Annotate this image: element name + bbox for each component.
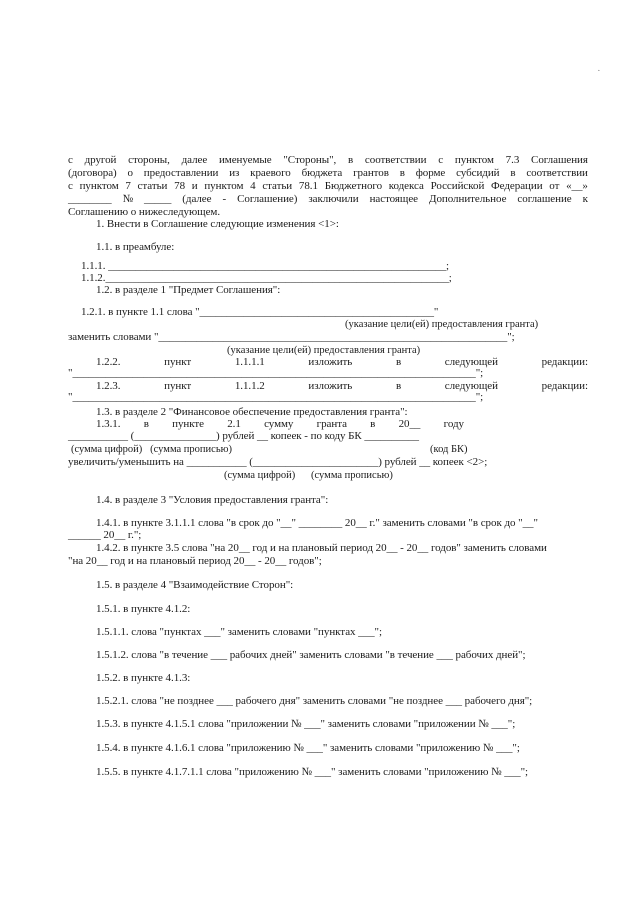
word: пункт <box>164 380 192 392</box>
item-1-3: 1.3. в разделе 2 "Финансовое обеспечение предоставления гранта": <box>96 406 408 418</box>
word: к <box>582 193 588 205</box>
word: 2.1 <box>227 418 241 430</box>
item-1-4-1: 1.4.1. в пункте 3.1.1.1 слова "в срок до "__" ________ 20__ г." заменить словами "в срок до "__" <box>96 517 538 529</box>
word: субсидий <box>456 167 500 179</box>
preamble-line-4 <box>68 193 588 206</box>
preamble-line-3 <box>68 180 588 193</box>
word: от <box>549 180 560 192</box>
word: изложить <box>308 380 353 392</box>
word: соответствии <box>364 154 427 166</box>
word: стороны, <box>128 154 170 166</box>
word: - <box>222 193 227 205</box>
word: кодекса <box>388 180 424 192</box>
item-1-1-2: 1.1.2._______________________________________________________________; <box>81 272 452 284</box>
word: грантов <box>353 167 389 179</box>
item-1-5-1-2: 1.5.1.2. слова "в течение ___ рабочих дней" заменить словами "в течение ___ рабочих дней"; <box>96 649 526 661</box>
preamble-line-5: Соглашению о нижеследующем. <box>68 206 221 218</box>
word: 1.1.1.1 <box>234 356 265 368</box>
item-1-5-3: 1.5.3. в пункте 4.1.5.1 слова "приложении № ___" заменить словами "приложении № ___"; <box>96 718 516 730</box>
item-1-5-1: 1.5.1. в пункте 4.1.2: <box>96 603 191 615</box>
word: 7.3 <box>505 154 520 166</box>
word: 1.2.2. <box>96 356 121 368</box>
word: соответствии <box>526 167 588 179</box>
word: статьи <box>262 180 293 192</box>
word: Соглашения <box>531 154 588 166</box>
word: в <box>348 154 354 166</box>
item-1-4: 1.4. в разделе 3 "Условия предоставления гранта": <box>96 494 329 506</box>
word: 1.1.1.2 <box>234 380 265 392</box>
word: 20__ <box>398 418 421 430</box>
word: с <box>68 180 73 192</box>
word: 1.3.1. <box>96 418 121 430</box>
change-amount-line: увеличить/уменьшить на ___________ (_______________________) рублей __ копеек <2>; <box>68 456 488 468</box>
word: 1.2.3. <box>96 380 121 392</box>
word: с <box>68 154 73 166</box>
word: Соглашение) <box>237 193 298 205</box>
word: (далее <box>182 193 212 205</box>
item-1-2-3-line: "__________________________________________________________________________"; <box>68 391 484 403</box>
word: пунктом <box>454 154 494 166</box>
word: другой <box>84 154 117 166</box>
caption-sum-2: (сумма цифрой) (сумма прописью) <box>224 470 393 481</box>
word: соглашение <box>517 193 572 205</box>
word: настоящее <box>369 193 419 205</box>
word: бюджета <box>301 167 343 179</box>
word: гранта <box>316 418 347 430</box>
word: форме <box>415 167 446 179</box>
item-1-5-2: 1.5.2. в пункте 4.1.3: <box>96 672 191 684</box>
item-1: 1. Внести в Соглашение следующие изменения <1>: <box>96 218 339 230</box>
preamble-line-1 <box>68 154 588 167</box>
word: ________ <box>68 193 112 205</box>
word: именуемые <box>218 154 272 166</box>
word: краевого <box>250 167 291 179</box>
preamble-line-2 <box>68 167 588 180</box>
item-1-4-2-cont: "на 20__ год и на плановый период 20__ - 20__ годов"; <box>68 555 322 567</box>
item-1-2-2-line: "__________________________________________________________________________"; <box>68 367 484 379</box>
item-1-5-4: 1.5.4. в пункте 4.1.6.1 слова "приложению № ___" заменить словами "приложению № ___"; <box>96 742 520 754</box>
word: в <box>395 356 402 368</box>
word: следующей <box>444 380 498 392</box>
item-1-2-1: 1.2.1. в пункте 1.1 слова "___________________________________________" <box>81 306 439 318</box>
word: в <box>395 380 402 392</box>
item-1-4-1-cont: ______ 20__ г."; <box>68 529 142 541</box>
item-1-1-1: 1.1.1. ______________________________________________________________; <box>81 260 450 272</box>
word: предоставлении <box>143 167 219 179</box>
word: Российской <box>430 180 485 192</box>
caption-goal-2: (указание цели(ей) предоставления гранта) <box>227 345 421 356</box>
word: в <box>143 418 149 430</box>
item-1-3-1-line2: ___________ (_______________) рублей __ копеек - по коду БК __________ <box>68 430 419 442</box>
word: 4 <box>250 180 256 192</box>
word: о <box>127 167 133 179</box>
word: "Стороны", <box>283 154 337 166</box>
item-1-5: 1.5. в разделе 4 "Взаимодействие Сторон": <box>96 579 294 591</box>
word: из <box>229 167 240 179</box>
caption-sum-1: (сумма цифрой) (сумма прописью) <box>71 444 232 455</box>
word: с <box>438 154 444 166</box>
word: далее <box>181 154 208 166</box>
word: 78 <box>174 180 186 192</box>
word: Федерации <box>491 180 543 192</box>
word: в <box>510 167 516 179</box>
word: и <box>191 180 198 192</box>
word: изложить <box>308 356 353 368</box>
word: Бюджетного <box>324 180 383 192</box>
word: пункт <box>164 356 192 368</box>
word: в <box>370 418 376 430</box>
word: редакции: <box>541 380 588 392</box>
replace-words-line: заменить словами "________________________________________________________________"; <box>68 331 515 343</box>
word: пунктом <box>79 180 119 192</box>
word: 78.1 <box>298 180 318 192</box>
word: сумму <box>264 418 294 430</box>
word: пункте <box>172 418 204 430</box>
word: статьи <box>137 180 168 192</box>
item-1-2: 1.2. в разделе 1 "Предмет Соглашения": <box>96 284 281 296</box>
item-1-4-2: 1.4.2. в пункте 3.5 слова "на 20__ год и на плановый период 20__ - 20__ годов" заменить словами <box>96 542 547 554</box>
word: 7 <box>125 180 131 192</box>
item-1-5-1-1: 1.5.1.1. слова "пунктах ___" заменить словами "пунктах ___"; <box>96 626 382 638</box>
word: «__» <box>566 180 588 192</box>
word: в <box>399 167 405 179</box>
word: (договора) <box>68 167 117 179</box>
word: заключили <box>308 193 359 205</box>
item-1-5-5: 1.5.5. в пункте 4.1.7.1.1 слова "приложению № ___" заменить словами "приложению № ___"; <box>96 766 529 778</box>
word: следующей <box>444 356 498 368</box>
word: _____ <box>144 193 172 205</box>
item-1-1: 1.1. в преамбуле: <box>96 241 175 253</box>
word: пунктом <box>204 180 244 192</box>
word: Дополнительное <box>429 193 507 205</box>
page-mark: . <box>597 63 600 73</box>
item-1-5-2-1: 1.5.2.1. слова "не позднее ___ рабочего дня" заменить словами "не позднее ___ рабочего дня"; <box>96 695 533 707</box>
caption-goal: (указание цели(ей) предоставления гранта) <box>345 319 539 330</box>
caption-bk: (код БК) <box>430 444 468 455</box>
word: году <box>443 418 464 430</box>
word: редакции: <box>541 356 588 368</box>
word: № <box>122 193 134 205</box>
